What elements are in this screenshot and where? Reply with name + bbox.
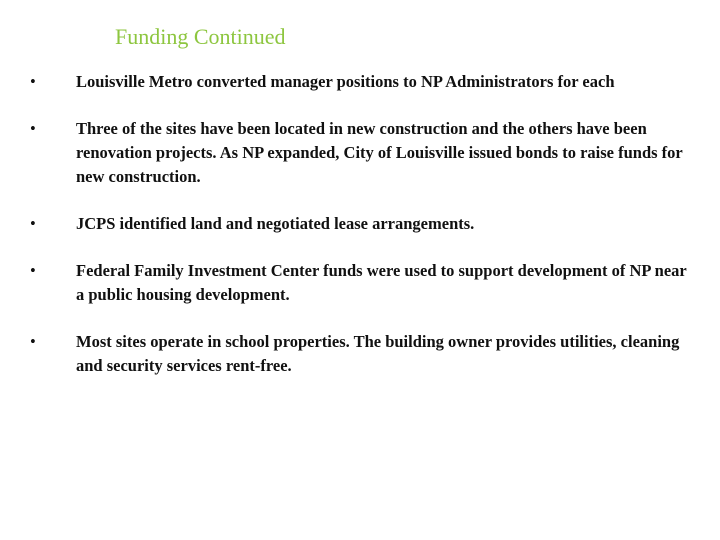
slide-title: Funding Continued <box>115 24 286 49</box>
bullet-text: JCPS identified land and negotiated lease arrangements. <box>76 214 475 233</box>
bullet-icon: • <box>30 332 36 351</box>
bullet-icon: • <box>30 261 36 280</box>
bullet-text: Three of the sites have been located in new construction and the others have been renovation projects. As NP expanded, City of Louisville issued bonds to raise funds for new construction. <box>76 119 683 186</box>
bullet-icon: • <box>30 72 36 91</box>
bullet-item-louisville-metro <box>30 70 695 94</box>
bullet-item-federal-funds <box>30 259 695 307</box>
bullet-item-new-construction <box>30 117 695 189</box>
bullet-text: Federal Family Investment Center funds were used to support development of NP near a public housing development. <box>76 261 687 304</box>
bullet-icon: • <box>30 214 36 233</box>
bullet-item-jcps-land <box>30 212 695 236</box>
bullet-item-school-properties <box>30 330 695 378</box>
bullet-list <box>30 70 695 401</box>
bullet-text: Louisville Metro converted manager positions to NP Administrators for each <box>76 72 615 91</box>
bullet-icon: • <box>30 119 36 138</box>
bullet-text: Most sites operate in school properties. The building owner provides utilities, cleaning and security services rent-free. <box>76 332 680 375</box>
